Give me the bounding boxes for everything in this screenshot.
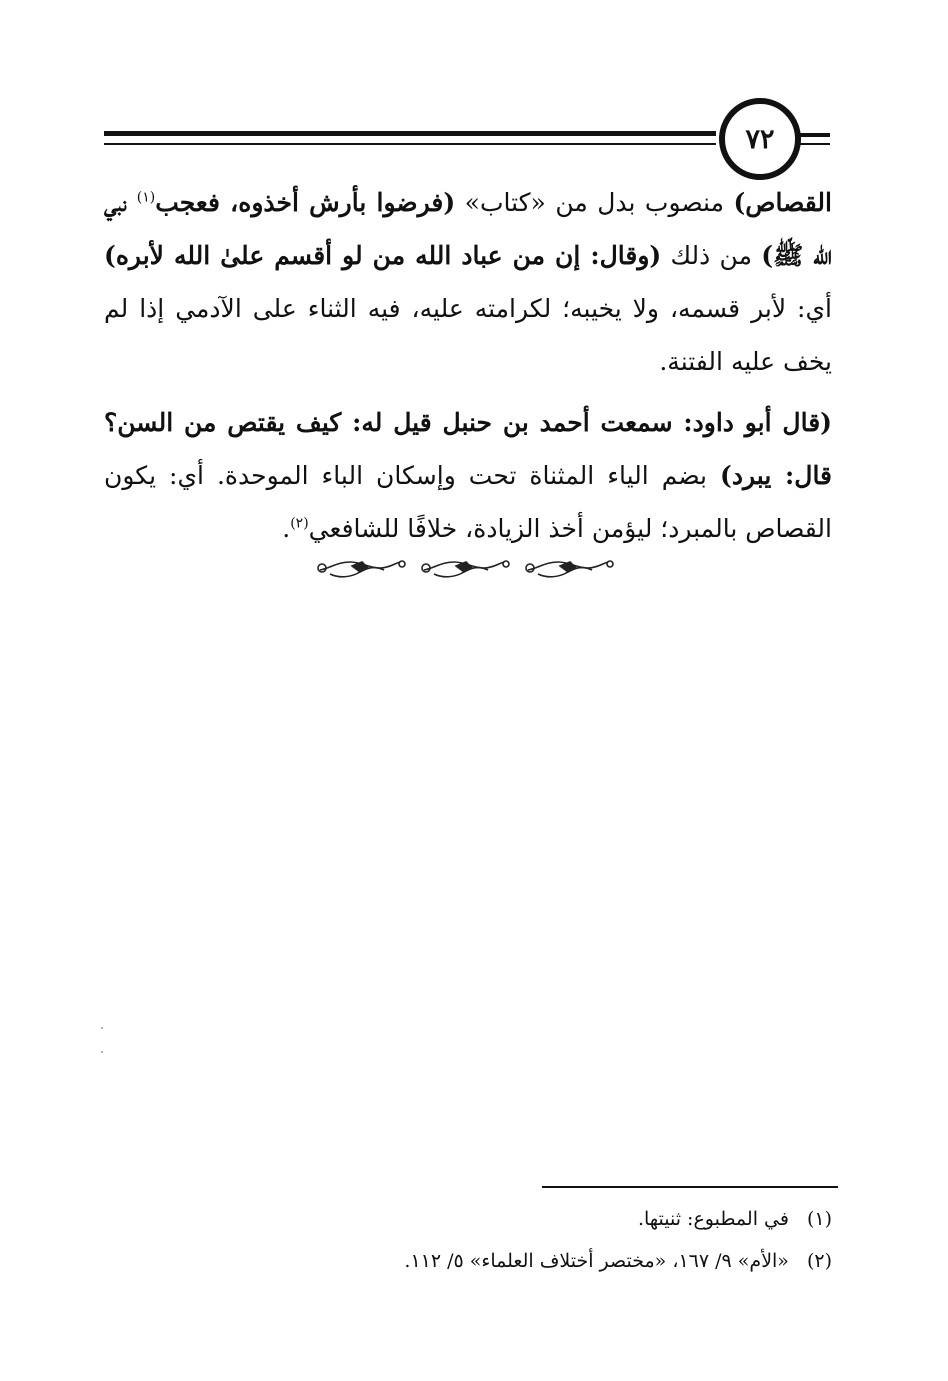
text-segment: نبي الله ﷺ) <box>104 188 832 270</box>
footnote-text: في المطبوع: ثنيتها. <box>637 1208 789 1230</box>
text-segment: بضم الياء المثناة تحت وإسكان الباء الموحدة. أي: يكون القصاص بالمبرد؛ ليؤمن أخذ الزيادة، خلافًا للشافعي <box>104 461 832 543</box>
footnote-ref-2[interactable]: (٢) <box>290 515 309 532</box>
text-segment: (فرضوا بأرش أخذوه، فعجب <box>155 188 456 217</box>
header-tail-thick <box>800 133 830 137</box>
footnote-separator <box>542 1186 838 1188</box>
footnotes <box>104 1198 832 1282</box>
text-segment: منصوب بدل من «كتاب» <box>455 188 734 217</box>
text-segment: القصاص) <box>733 188 832 217</box>
page-number-badge <box>719 98 801 180</box>
page-number: ٧٢ <box>745 123 775 155</box>
footnote-1 <box>104 1198 832 1240</box>
text-segment: أي: لأبر قسمه، ولا يخيبه؛ لكرامته عليه، فيه الثناء على الآدمي إذا لم يخف عليه الفتنة. <box>104 294 832 376</box>
ornament-divider-icon <box>312 548 624 588</box>
header-rule-thick <box>104 131 716 136</box>
main-text <box>104 176 832 555</box>
scan-speck <box>101 1051 103 1053</box>
text-segment: من ذلك <box>661 241 762 270</box>
text-segment: . <box>282 514 291 543</box>
footnote-text: «الأم» ٩/ ١٦٧، «مختصر أختلاف العلماء» ٥/ ١١٢. <box>404 1250 789 1272</box>
footnote-number: (١) <box>806 1208 832 1230</box>
header-tail-thin <box>800 143 830 145</box>
text-segment: (قال أبو داود: سمعت أحمد بن حنبل قيل له: كيف يقتص من السن؟ قال: يبرد) <box>104 408 833 490</box>
text-segment: (وقال: إن من عباد الله من لو أقسم علىٰ الله لأبره) <box>104 241 662 270</box>
header-rule-thin <box>104 143 716 145</box>
footnote-2 <box>104 1240 832 1282</box>
paragraph-1 <box>104 176 832 388</box>
paragraph-2 <box>104 396 832 555</box>
footnote-ref-1[interactable]: (١) <box>136 189 156 206</box>
scan-speck <box>101 1027 103 1029</box>
footnote-number: (٢) <box>806 1250 832 1272</box>
